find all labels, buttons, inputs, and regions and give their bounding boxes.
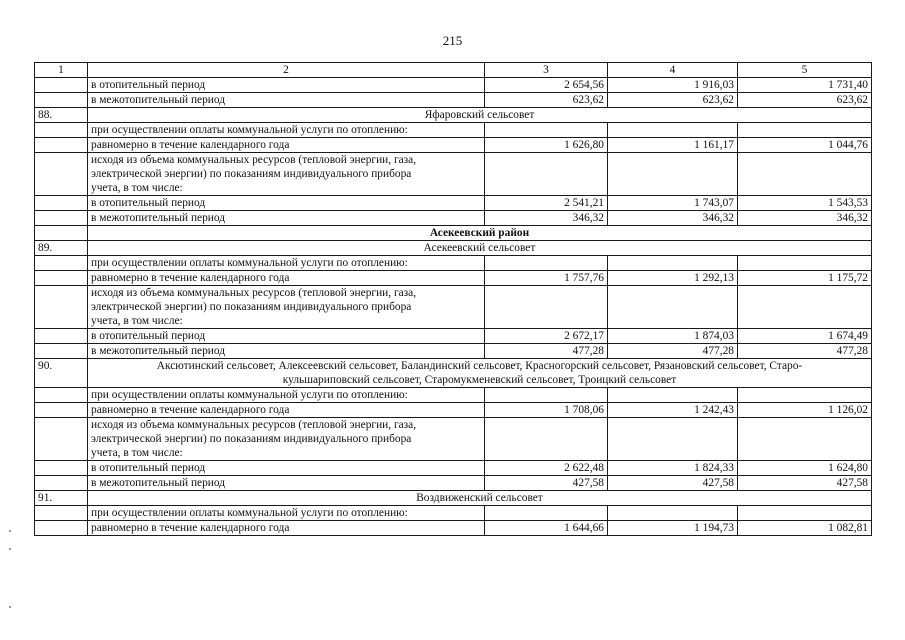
row-number-cell	[35, 123, 88, 138]
value-col3	[485, 123, 608, 138]
table-row	[35, 388, 872, 403]
label-line: учета, в том числе:	[91, 182, 183, 194]
value-col4: 1 743,07	[608, 196, 738, 211]
value-col3: 2 672,17	[485, 329, 608, 344]
row-number-cell	[35, 226, 88, 241]
row-label: равномерно в течение календарного года	[88, 138, 485, 153]
value-col5	[738, 256, 872, 271]
section-title: Яфаровский сельсовет	[88, 108, 872, 123]
value-col3	[485, 153, 608, 196]
table-row	[35, 476, 872, 491]
section-number: 90.	[35, 359, 88, 388]
value-col4	[608, 153, 738, 196]
row-label: в межотопительный период	[88, 211, 485, 226]
row-number-cell	[35, 329, 88, 344]
row-number-cell	[35, 271, 88, 286]
value-col3	[485, 506, 608, 521]
value-col5: 1 674,49	[738, 329, 872, 344]
table-row	[35, 138, 872, 153]
value-col5	[738, 388, 872, 403]
value-col4: 1 824,33	[608, 461, 738, 476]
section-row	[35, 241, 872, 256]
label-line: электрической энергии) по показаниям индивидуального прибора	[91, 301, 412, 313]
page-number: 215	[442, 33, 463, 48]
label-line: учета, в том числе:	[91, 447, 183, 459]
row-number-cell	[35, 461, 88, 476]
value-col3	[485, 388, 608, 403]
value-col5: 1 624,80	[738, 461, 872, 476]
value-col3	[485, 256, 608, 271]
label-line: учета, в том числе:	[91, 315, 183, 327]
value-col3: 1 644,66	[485, 521, 608, 536]
table-row	[35, 506, 872, 521]
value-col5	[738, 153, 872, 196]
row-label: в межотопительный период	[88, 344, 485, 359]
scan-speck	[9, 530, 11, 532]
column-number-1: 1	[35, 63, 88, 78]
value-col5: 1 175,72	[738, 271, 872, 286]
table-row	[35, 418, 872, 461]
value-col3	[485, 286, 608, 329]
row-number-cell	[35, 93, 88, 108]
district-title: Асекеевский район	[88, 226, 872, 241]
value-col3: 2 654,56	[485, 78, 608, 93]
row-number-cell	[35, 196, 88, 211]
table-row	[35, 256, 872, 271]
value-col5: 1 082,81	[738, 521, 872, 536]
table-row	[35, 93, 872, 108]
value-col4	[608, 286, 738, 329]
value-col3: 623,62	[485, 93, 608, 108]
row-label: при осуществлении оплаты коммунальной услуги по отоплению:	[88, 388, 485, 403]
value-col5: 623,62	[738, 93, 872, 108]
section-number: 91.	[35, 491, 88, 506]
table-row	[35, 196, 872, 211]
row-label: равномерно в течение календарного года	[88, 521, 485, 536]
table-row	[35, 211, 872, 226]
value-col5	[738, 123, 872, 138]
value-col4: 1 874,03	[608, 329, 738, 344]
label-line: исходя из объема коммунальных ресурсов (тепловой энергии, газа,	[91, 419, 417, 431]
section-title: Воздвиженский сельсовет	[88, 491, 872, 506]
table-row	[35, 344, 872, 359]
row-label: в отопительный период	[88, 461, 485, 476]
value-col5: 1 543,53	[738, 196, 872, 211]
section-row	[35, 359, 872, 388]
value-col3: 2 541,21	[485, 196, 608, 211]
row-number-cell	[35, 211, 88, 226]
row-label: в отопительный период	[88, 329, 485, 344]
value-col3: 346,32	[485, 211, 608, 226]
section-title	[88, 359, 872, 388]
value-col5: 477,28	[738, 344, 872, 359]
value-col3: 1 708,06	[485, 403, 608, 418]
value-col5: 1 126,02	[738, 403, 872, 418]
table-row	[35, 286, 872, 329]
value-col4: 1 161,17	[608, 138, 738, 153]
row-label: в отопительный период	[88, 196, 485, 211]
row-number-cell	[35, 418, 88, 461]
label-line: электрической энергии) по показаниям индивидуального прибора	[91, 433, 412, 445]
value-col5: 427,58	[738, 476, 872, 491]
table-row	[35, 461, 872, 476]
column-number-row	[35, 63, 872, 78]
value-col3: 1 626,80	[485, 138, 608, 153]
row-label: равномерно в течение календарного года	[88, 271, 485, 286]
row-label-multiline	[88, 286, 485, 329]
value-col4	[608, 506, 738, 521]
value-col4	[608, 123, 738, 138]
value-col4: 427,58	[608, 476, 738, 491]
label-line: исходя из объема коммунальных ресурсов (тепловой энергии, газа,	[91, 154, 417, 166]
value-col4: 1 916,03	[608, 78, 738, 93]
section-number: 88.	[35, 108, 88, 123]
column-number-4: 4	[608, 63, 738, 78]
value-col5	[738, 418, 872, 461]
table-row	[35, 271, 872, 286]
row-label: при осуществлении оплаты коммунальной услуги по отоплению:	[88, 123, 485, 138]
row-number-cell	[35, 506, 88, 521]
label-line: электрической энергии) по показаниям индивидуального прибора	[91, 168, 412, 180]
scan-speck	[9, 606, 11, 608]
section-row	[35, 491, 872, 506]
value-col3: 2 622,48	[485, 461, 608, 476]
section-number: 89.	[35, 241, 88, 256]
district-row	[35, 226, 872, 241]
row-number-cell	[35, 403, 88, 418]
label-line: исходя из объема коммунальных ресурсов (тепловой энергии, газа,	[91, 287, 417, 299]
row-label-multiline	[88, 418, 485, 461]
value-col3: 1 757,76	[485, 271, 608, 286]
value-col4	[608, 256, 738, 271]
row-number-cell	[35, 138, 88, 153]
value-col4: 1 194,73	[608, 521, 738, 536]
table-row	[35, 521, 872, 536]
value-col3	[485, 418, 608, 461]
scan-speck	[9, 548, 11, 550]
section-row	[35, 108, 872, 123]
value-col3: 427,58	[485, 476, 608, 491]
row-label: в межотопительный период	[88, 476, 485, 491]
value-col4	[608, 388, 738, 403]
section-title-line: Аксютинский сельсовет, Алексеевский сельсовет, Баландинский сельсовет, Красногорский сельсовет, Рязановский сельсовет, Старо-	[156, 360, 803, 372]
row-label: при осуществлении оплаты коммунальной услуги по отоплению:	[88, 256, 485, 271]
row-label-multiline	[88, 153, 485, 196]
value-col5	[738, 506, 872, 521]
section-title-line: кульшариповский сельсовет, Старомукменевский сельсовет, Троицкий сельсовет	[282, 374, 677, 386]
value-col4	[608, 418, 738, 461]
value-col4: 477,28	[608, 344, 738, 359]
column-number-2: 2	[88, 63, 485, 78]
row-label: в отопительный период	[88, 78, 485, 93]
row-label: равномерно в течение календарного года	[88, 403, 485, 418]
column-number-3: 3	[485, 63, 608, 78]
value-col4: 623,62	[608, 93, 738, 108]
value-col4: 1 242,43	[608, 403, 738, 418]
section-title: Асекеевский сельсовет	[88, 241, 872, 256]
row-number-cell	[35, 256, 88, 271]
row-number-cell	[35, 388, 88, 403]
value-col5: 1 044,76	[738, 138, 872, 153]
row-number-cell	[35, 78, 88, 93]
value-col5	[738, 286, 872, 329]
value-col3: 477,28	[485, 344, 608, 359]
row-number-cell	[35, 153, 88, 196]
row-number-cell	[35, 476, 88, 491]
row-number-cell	[35, 521, 88, 536]
table-row	[35, 123, 872, 138]
table-row	[35, 153, 872, 196]
row-label: в межотопительный период	[88, 93, 485, 108]
column-number-5: 5	[738, 63, 872, 78]
table-row	[35, 78, 872, 93]
tariff-table	[34, 62, 872, 536]
value-col4: 1 292,13	[608, 271, 738, 286]
table-row	[35, 403, 872, 418]
row-label: при осуществлении оплаты коммунальной услуги по отоплению:	[88, 506, 485, 521]
value-col5: 1 731,40	[738, 78, 872, 93]
value-col5: 346,32	[738, 211, 872, 226]
value-col4: 346,32	[608, 211, 738, 226]
row-number-cell	[35, 286, 88, 329]
table-row	[35, 329, 872, 344]
row-number-cell	[35, 344, 88, 359]
